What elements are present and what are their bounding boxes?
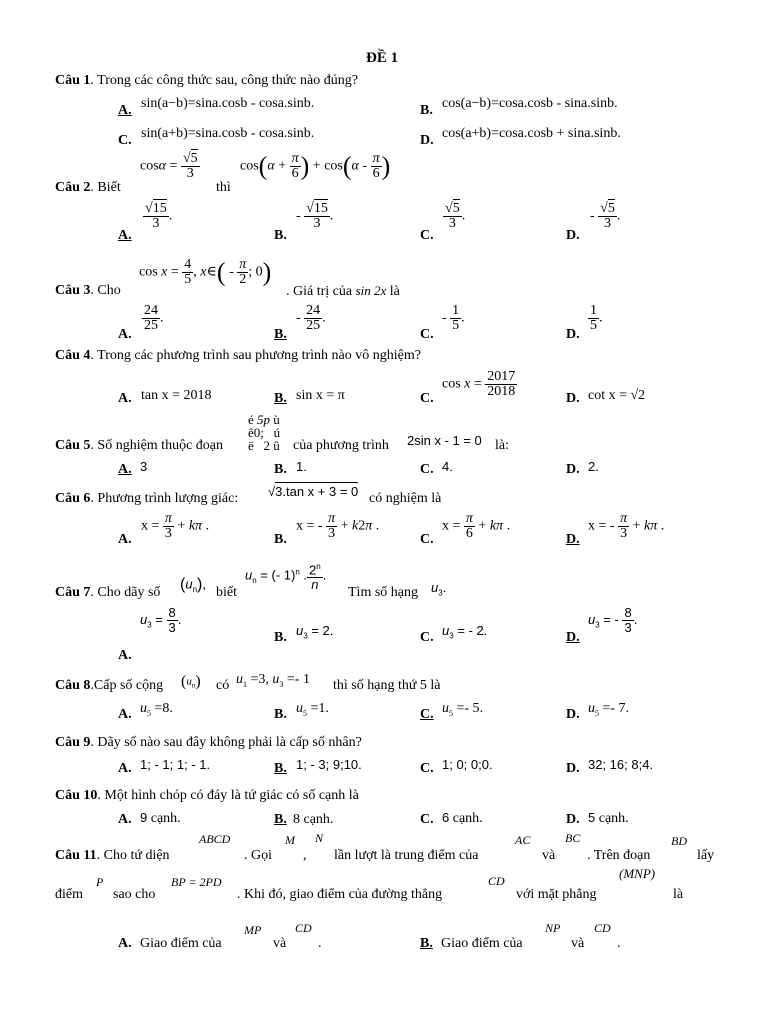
q10-option-d-label: D. xyxy=(566,812,580,827)
page-title: ĐỀ 1 xyxy=(366,50,399,66)
q7-sequence: $(u_n)$, xyxy=(180,576,206,595)
q9-option-a-value: 1; - 1; 1; - 1. xyxy=(140,757,211,772)
q9-option-c-label: C. xyxy=(420,761,434,776)
q11-comma: , xyxy=(303,848,307,863)
q2-expression: cos(α + $\frac{\pi}{6}$ ) + cos(α - $\frac{\pi}{6}$ ) xyxy=(240,151,391,181)
q8-option-d-value: $u_5 =- 7$. xyxy=(588,701,630,718)
q10-option-b-value: 8 cạnh. xyxy=(293,812,334,827)
q4-option-a-label: A. xyxy=(118,391,132,406)
question-11: Câu 11. Cho tứ diện xyxy=(55,848,170,863)
question-3: Câu 3. Cho xyxy=(55,283,121,298)
q11-option-a-text: Giao điểm của xyxy=(140,936,222,951)
q8-option-b-label: B. xyxy=(274,707,287,722)
q5-equation: 2sin x - 1 = 0 xyxy=(407,433,482,448)
q11-abcd: ABCD xyxy=(199,832,231,846)
q6-option-c-label: C. xyxy=(420,532,434,547)
q3-option-a-value: $\frac{24}{25}$ . xyxy=(144,303,164,333)
q10-option-a-value: 9 cạnh. xyxy=(140,810,181,826)
q2-option-d-label: D. xyxy=(566,228,580,243)
question-7: Câu 7. Cho dãy số xyxy=(55,585,161,600)
q10-option-b-label: B. xyxy=(274,812,287,827)
q5-option-d-label: D. xyxy=(566,462,580,477)
q1-option-a-formula: sin(a−b)=sina.cosb - cosa.sinb. xyxy=(141,96,315,111)
q5-middle: của phương trình xyxy=(293,438,389,453)
q11-option-b-label: B. xyxy=(420,936,433,951)
q10-option-d-value: 5 cạnh. xyxy=(588,810,629,826)
q5-option-c-value: 4. xyxy=(442,459,453,474)
q8-option-b-value: $u_5 =1$. xyxy=(296,701,329,718)
q9-option-c-value: 1; 0; 0;0. xyxy=(442,757,493,772)
question-4: Câu 4. Trong các phương trình sau phương trình nào vô nghiệm? xyxy=(55,348,421,363)
q4-option-c-formula: cos x = $\frac{2017}{2018}$ xyxy=(442,369,516,399)
q5-option-d-value: 2. xyxy=(588,459,599,474)
q11-option-a-mp: MP xyxy=(244,923,262,937)
q8-post: thì số hạng thứ 5 là xyxy=(333,678,441,693)
q11-bc: BC xyxy=(565,831,581,845)
q9-option-d-label: D. xyxy=(566,761,580,776)
q11-option-b-cd: CD xyxy=(594,921,611,935)
q5-post: là: xyxy=(495,438,509,453)
q2-option-a-label: A. xyxy=(118,228,132,243)
q11-lay: lấy xyxy=(697,848,715,863)
q3-option-c-value: - $\frac{1}{5}$ . xyxy=(442,303,465,333)
q9-option-d-value: 32; 16; 8;4. xyxy=(588,757,654,772)
question-1: Câu 1. Trong các công thức sau, công thức nào đúng? xyxy=(55,73,358,88)
q8-sequence: $(u_n)$ xyxy=(181,673,201,690)
q2-option-c-value: $\frac{√5}{3}$ . xyxy=(445,201,466,231)
q5-option-a-label: A. xyxy=(118,462,132,477)
q11-option-b-dot: . xyxy=(617,936,621,951)
q5-option-a-value: 3 xyxy=(140,459,148,474)
question-5: Câu 5. Số nghiệm thuộc đoạn xyxy=(55,438,224,453)
q2-option-b-label: B. xyxy=(274,228,287,243)
question-2: Câu 2. Biết xyxy=(55,180,121,195)
q5-option-b-label: B. xyxy=(274,462,287,477)
question-10: Câu 10. Một hình chóp có đáy là tứ giác có số cạnh là xyxy=(55,788,359,803)
question-9: Câu 9. Dãy số nào sau đây không phải là cấp số nhân? xyxy=(55,735,362,750)
q9-option-b-label: B. xyxy=(274,761,287,776)
q2-option-b-value: - $\frac{√15}{3}$ . xyxy=(296,201,334,231)
q10-option-c-value: 6 cạnh. xyxy=(442,810,483,826)
q11-l1: lần lượt là trung điểm của xyxy=(334,848,479,863)
q4-option-b-label: B. xyxy=(274,391,287,406)
q2-option-a-value: $\frac{√15}{3}$ . xyxy=(145,201,173,231)
q1-option-c-formula: sin(a+b)=sina.cosb - cosa.sinb. xyxy=(141,126,315,141)
q11-cd: CD xyxy=(488,874,505,888)
q11-option-b-np: NP xyxy=(545,921,561,935)
q1-option-a-label: A. xyxy=(118,103,132,118)
q7-option-c-label: C. xyxy=(420,630,434,645)
q6-option-c-formula: x = $\frac{\pi}{6}$ + kπ . xyxy=(442,511,511,541)
q2-given: cosα = $\frac{√5}{3}$ xyxy=(140,151,198,181)
q11-option-a-cd: CD xyxy=(295,921,312,935)
q6-option-b-formula: x = - $\frac{\pi}{3}$ + k2π . xyxy=(296,511,380,541)
question-6: Câu 6. Phương trình lượng giác: xyxy=(55,491,239,506)
q11-voimp: với mặt phẳng xyxy=(516,887,597,902)
q6-option-d-label: D. xyxy=(566,532,580,547)
q11-option-a-va: và xyxy=(273,936,287,951)
q6-option-b-label: B. xyxy=(274,532,287,547)
q8-option-c-value: $u_5 =- 5$. xyxy=(442,701,484,718)
q8-option-a-value: $u_5 =8$. xyxy=(140,701,173,718)
q8-option-d-label: D. xyxy=(566,707,580,722)
q1-option-b-label: B. xyxy=(420,103,433,118)
q9-option-b-value: 1; - 3; 9;10. xyxy=(296,757,362,772)
q2-thi: thì xyxy=(216,180,231,195)
q8-co: có xyxy=(216,678,230,693)
q8-given: $u_1 =3$, $u_3 =- 1$ xyxy=(236,672,310,689)
q1-option-b-formula: cos(a−b)=cosa.cosb - sina.sinb. xyxy=(442,96,618,111)
q11-tren: . Trên đoạn xyxy=(587,848,651,863)
q11-m: M xyxy=(285,833,295,847)
question-8: Câu 8.Cấp số cộng xyxy=(55,678,164,693)
q6-post: có nghiệm là xyxy=(369,491,442,506)
q3-option-b-label: B. xyxy=(274,327,287,342)
q11-khido: . Khi đó, giao điểm của đường thẳng xyxy=(237,887,443,902)
q11-saocho: sao cho xyxy=(113,887,156,902)
q6-option-a-label: A. xyxy=(118,532,132,547)
q11-option-b-text: Giao điểm của xyxy=(441,936,523,951)
q3-given: cos x = $\frac{4}{5}$ , x∈( - $\frac{\pi}{2}$ ; 0) xyxy=(139,257,272,287)
q6-option-a-formula: x = $\frac{\pi}{3}$ + kπ . xyxy=(141,511,210,541)
q4-option-d-label: D. xyxy=(566,391,580,406)
q7-option-b-value: $u_3 = 2$. xyxy=(296,623,334,641)
q3-option-d-value: $\frac{1}{5}$ . xyxy=(590,303,603,333)
q7-biet: biết xyxy=(216,585,237,600)
q11-p: P xyxy=(96,875,104,889)
q8-option-c-label: C. xyxy=(420,707,434,722)
q10-option-a-label: A. xyxy=(118,812,132,827)
q7-option-c-value: $u_3$ = - 2. xyxy=(442,623,488,641)
q11-n: N xyxy=(315,831,324,845)
q3-middle: . Giá trị của sin 2x là xyxy=(286,283,400,299)
q3-option-a-label: A. xyxy=(118,327,132,342)
q11-la: là xyxy=(673,887,684,902)
q11-option-a-dot: . xyxy=(318,936,322,951)
q11-option-a-label: A. xyxy=(118,936,132,951)
q7-option-b-label: B. xyxy=(274,630,287,645)
q4-option-a-formula: tan x = 2018 xyxy=(141,388,212,403)
q6-equation: √3.tan x + 3 = 0 xyxy=(268,484,359,499)
q4-option-b-formula: sin x = π xyxy=(296,388,345,403)
q4-option-c-label: C. xyxy=(420,391,434,406)
q5-option-c-label: C. xyxy=(420,462,434,477)
q11-ac: AC xyxy=(515,833,531,847)
q7-target: $u_3$. xyxy=(431,580,447,598)
q7-option-d-label: D. xyxy=(566,630,580,645)
q4-option-d-formula: cot x = √2 xyxy=(588,388,646,403)
q5-option-b-value: 1. xyxy=(296,459,307,474)
q11-bp: BP = 2PD xyxy=(171,875,222,889)
q5-interval: é 5p ù ê0; ú ë 2 û xyxy=(248,412,281,453)
q7-option-d-value: $u_3$ = - $\frac{8}{3}$ . xyxy=(588,605,638,635)
q6-option-d-formula: x = - $\frac{\pi}{3}$ + kπ . xyxy=(588,511,665,541)
q1-option-d-formula: cos(a+b)=cosa.cosb + sina.sinb. xyxy=(442,126,621,141)
q8-option-a-label: A. xyxy=(118,707,132,722)
q7-option-a-label: A. xyxy=(118,648,132,663)
q11-mnp: (MNP) xyxy=(619,866,656,881)
q11-bd: BD xyxy=(671,834,687,848)
q7-post: Tìm số hạng xyxy=(348,585,418,600)
q10-option-c-label: C. xyxy=(420,812,434,827)
q2-option-c-label: C. xyxy=(420,228,434,243)
q1-option-c-label: C. xyxy=(118,133,132,148)
q3-option-d-label: D. xyxy=(566,327,580,342)
q3-option-b-value: - $\frac{24}{25}$ . xyxy=(296,303,326,333)
q11-diem: điểm xyxy=(55,887,83,902)
q9-option-a-label: A. xyxy=(118,761,132,776)
q7-formula: $u_n$ = (- 1)$^n$ . $\frac{2^n}{n}$ . xyxy=(245,562,327,593)
q2-option-d-value: - $\frac{√5}{3}$ . xyxy=(590,201,621,231)
q11-option-b-va: và xyxy=(571,936,585,951)
q3-option-c-label: C. xyxy=(420,327,434,342)
q1-option-d-label: D. xyxy=(420,133,434,148)
q11-goi: . Gọi xyxy=(244,848,272,863)
q11-va1: và xyxy=(542,848,556,863)
q7-option-a-value: $u_3$ = $\frac{8}{3}$ . xyxy=(140,605,182,635)
